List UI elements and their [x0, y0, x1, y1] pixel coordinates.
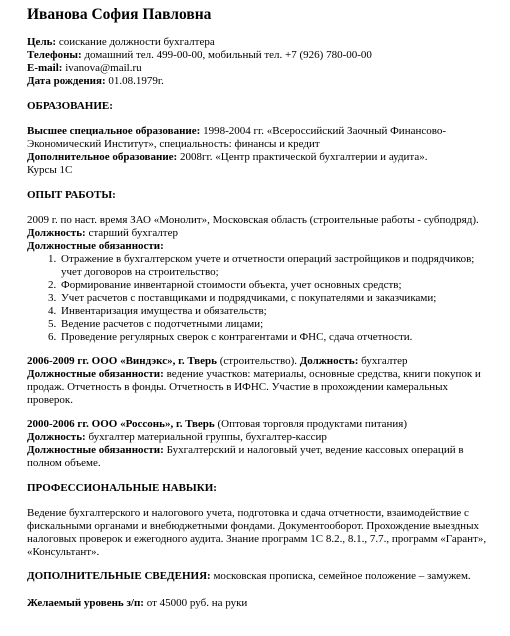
- job-2-duties-text: ведение участков: материалы, основные средства, книги покупок и продаж. Отчетность в фонды. Отчетность в ИФНС. Участие в прохождении камеральных проверок.: [27, 368, 481, 406]
- higher-education: [27, 125, 496, 151]
- job-3-position-label: Должность:: [27, 431, 86, 443]
- additional-heading: ДОПОЛНИТЕЛЬНЫЕ СВЕДЕНИЯ:: [27, 570, 211, 582]
- job-3-duties-label: Должностные обязанности:: [27, 444, 164, 456]
- salary-line: [27, 597, 496, 610]
- job-1: [27, 214, 496, 344]
- job-3: [27, 418, 496, 470]
- higher-education-text: 1998-2004 гг. «Всероссийский Заочный Финансово-Экономический Институт», специальность: финансы и кредит: [27, 125, 447, 150]
- additional-info: [27, 570, 496, 583]
- salary-label: Желаемый уровень з/п:: [27, 597, 144, 609]
- job-3-position-line: [27, 431, 496, 444]
- list-item: 5. Ведение расчетов с подотчетными лицами;: [59, 318, 496, 331]
- goal-line: [27, 36, 496, 49]
- job-3-company: 2000-2006 гг. ООО «Россонь», г. Тверь: [27, 418, 215, 430]
- job-1-intro: 2009 г. по наст. время ЗАО «Монолит», Московская область (строительные работы - субподряд).: [27, 214, 479, 226]
- education-heading: ОБРАЗОВАНИЕ:: [27, 100, 113, 112]
- job-2-duties: [27, 368, 496, 407]
- higher-education-label: Высшее специальное образование:: [27, 125, 201, 137]
- birth-value: 01.08.1979г.: [105, 75, 164, 87]
- job-2-position: бухгалтер: [358, 355, 408, 367]
- phones-line: [27, 49, 496, 62]
- birth-line: [27, 75, 496, 88]
- experience-heading: ОПЫТ РАБОТЫ:: [27, 189, 116, 201]
- job-2-company: 2006-2009 гг. ООО «Виндэкс», г. Тверь: [27, 355, 217, 367]
- education-block: [27, 125, 496, 177]
- candidate-name: Иванова София Павловна: [27, 6, 212, 23]
- job-2-header: [27, 355, 496, 368]
- job-3-industry: (Оптовая торговля продуктами питания): [214, 418, 408, 430]
- skills-text: Ведение бухгалтерского и налогового учета, подготовка и сдача отчетности, взаимодействие с фискальными органами и внебюджетными фондами. Документооборот. Прохождение выездных налоговых проверок и ежегодного аудита. Знание программ 1С 8.2., 8.1., 7.7., программ «Гарант», «Консультант».: [27, 507, 487, 558]
- extra-education-label: Дополнительное образование:: [27, 151, 178, 163]
- contacts-block: [27, 36, 496, 88]
- list-item: 3. Учет расчетов с поставщиками и подрядчиками, с покупателями и заказчиками;: [59, 292, 496, 305]
- courses: Курсы 1С: [27, 164, 73, 176]
- goal-value: соискание должности бухгалтера: [56, 36, 215, 48]
- additional-text: московская прописка, семейное положение – замужем.: [210, 570, 471, 582]
- job-1-position-label: Должность:: [27, 227, 86, 239]
- extra-education: [27, 151, 496, 164]
- birth-label: Дата рождения:: [27, 75, 106, 87]
- job-2-duties-label: Должностные обязанности:: [27, 368, 164, 380]
- salary-value: от 45000 руб. на руки: [143, 597, 248, 609]
- job-2: [27, 355, 496, 407]
- job-3-header: [27, 418, 496, 431]
- job-1-duties-list: [27, 253, 496, 344]
- goal-label: Цель:: [27, 36, 57, 48]
- email-label: E-mail:: [27, 62, 63, 74]
- job-2-industry: (строительство).: [216, 355, 300, 367]
- job-3-duties-text: Бухгалтерский и налоговый учет, ведение кассовых операций в полном объеме.: [27, 444, 464, 469]
- job-3-position: бухгалтер материальной группы, бухгалтер-кассир: [85, 431, 327, 443]
- extra-education-text: 2008гг. «Центр практической бухгалтерии и аудита».: [177, 151, 428, 163]
- phones-value: домашний тел. 499-00-00, мобильный тел. +7 (926) 780-00-00: [81, 49, 372, 61]
- phones-label: Телефоны:: [27, 49, 82, 61]
- list-item: 4. Инвентаризация имущества и обязательств;: [59, 305, 496, 318]
- job-3-duties: [27, 444, 496, 470]
- skills-heading: ПРОФЕССИОНАЛЬНЫЕ НАВЫКИ:: [27, 482, 217, 494]
- job-1-header: [27, 214, 496, 240]
- list-item: 6. Проведение регулярных сверок с контрагентами и ФНС, сдача отчетности.: [59, 331, 496, 344]
- list-item: 1. Отражение в бухгалтерском учете и отчетности операций застройщиков и подрядчиков; учет договоров на строительство;: [59, 253, 496, 279]
- email-value: ivanova@mail.ru: [62, 62, 142, 74]
- list-item: 2. Формирование инвентарной стоимости объекта, учет основных средств;: [59, 279, 496, 292]
- job-1-position: старший бухгалтер: [85, 227, 178, 239]
- job-1-duties-label: Должностные обязанности:: [27, 240, 164, 252]
- email-line: [27, 62, 496, 75]
- job-2-position-label: Должность:: [299, 355, 359, 367]
